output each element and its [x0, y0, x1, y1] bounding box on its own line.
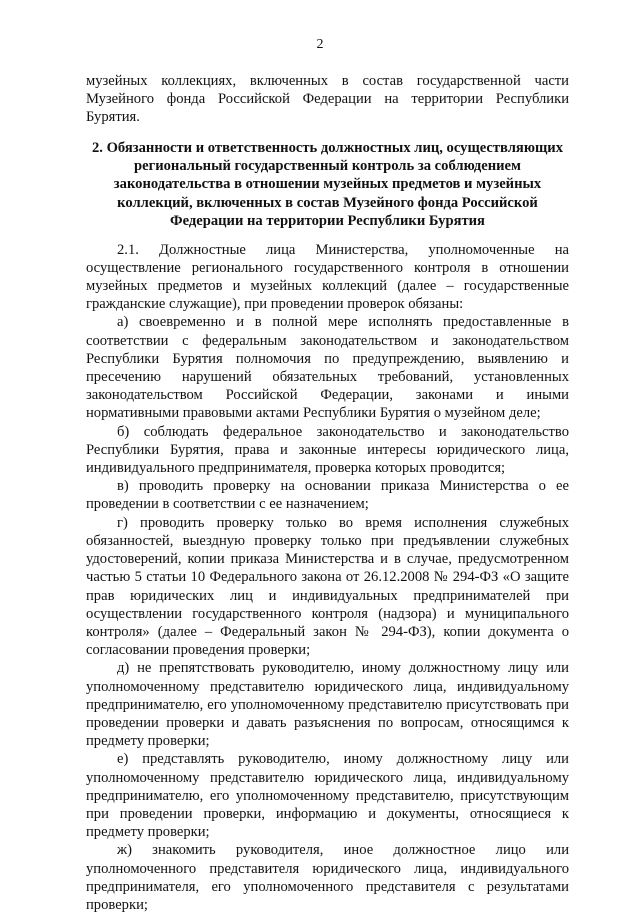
paragraph-v: в) проводить проверку на основании приказа Министерства о ее проведении в соответствии с ее назначением;: [86, 478, 569, 513]
section-heading: 2. Обязанности и ответственность должностных лиц, осуществляющих региональный государственный контроль за соблюдением законодательства в отношении музейных предметов и музейных коллекций, включенных в состав Музейного фонда Российской Федерации на территории Республики Бурятия: [91, 139, 564, 230]
paragraph-2-1: 2.1. Должностные лица Министерства, уполномоченные на осуществление регионального государственного контроля в отношении музейных предметов и музейных коллекций (далее – государственные гражданские служащие), при проведении проверок обязаны:: [86, 241, 569, 313]
paragraph-d: д) не препятствовать руководителю, иному должностному лицу или уполномоченному представителю юридического лица, индивидуальному предпринимателю, его уполномоченному представителю присутствовать при проведении проверки и давать разъяснения по вопросам, относящимся к предмету проверки;: [86, 660, 569, 750]
paragraph-zh: ж) знакомить руководителя, иное должностное лицо или уполномоченного представителя юридического лица, индивидуального предпринимателя, его уполномоченного представителя с результатами проверки;: [86, 842, 569, 913]
paragraph-a: а) своевременно и в полной мере исполнять предоставленные в соответствии с федеральным законодательством и законодательством Республики Бурятия полномочия по предупреждению, выявлению и пресечению нарушений обязательных требований, установленных законодательством Российской Федерации, законами и иными нормативными правовыми актами Республики Бурятия о музейном деле;: [86, 314, 569, 422]
paragraph-e: е) представлять руководителю, иному должностному лицу или уполномоченному представителю юридического лица, индивидуальному предпринимателю, его уполномоченному представителю, присутствующим при проведении проверки, информацию и документы, относящиеся к предмету проверки;: [86, 751, 569, 841]
page-number: 2: [316, 37, 324, 52]
paragraph-g: г) проводить проверку только во время исполнения служебных обязанностей, выездную проверку только при предъявлении служебных удостоверений, копии приказа Министерства и в случае, предусмотренном частью 5 статьи 10 Федерального закона от 26.12.2008 № 294-ФЗ «О защите прав юридических лиц и индивидуальных предпринимателей при осуществлении государственного контроля (надзора) и муниципального контроля» (далее – Федеральный закон № 294-ФЗ), копии документа о согласовании проведения проверки;: [86, 514, 569, 659]
document-body: [86, 72, 569, 914]
paragraph-b: б) соблюдать федеральное законодательство и законодательство Республики Бурятия, права и законные интересы юридического лица, индивидуального предпринимателя, проверка которых проводится;: [86, 423, 569, 477]
intro-paragraph: музейных коллекциях, включенных в состав государственной части Музейного фонда Российской Федерации на территории Республики Бурятия.: [86, 73, 569, 126]
